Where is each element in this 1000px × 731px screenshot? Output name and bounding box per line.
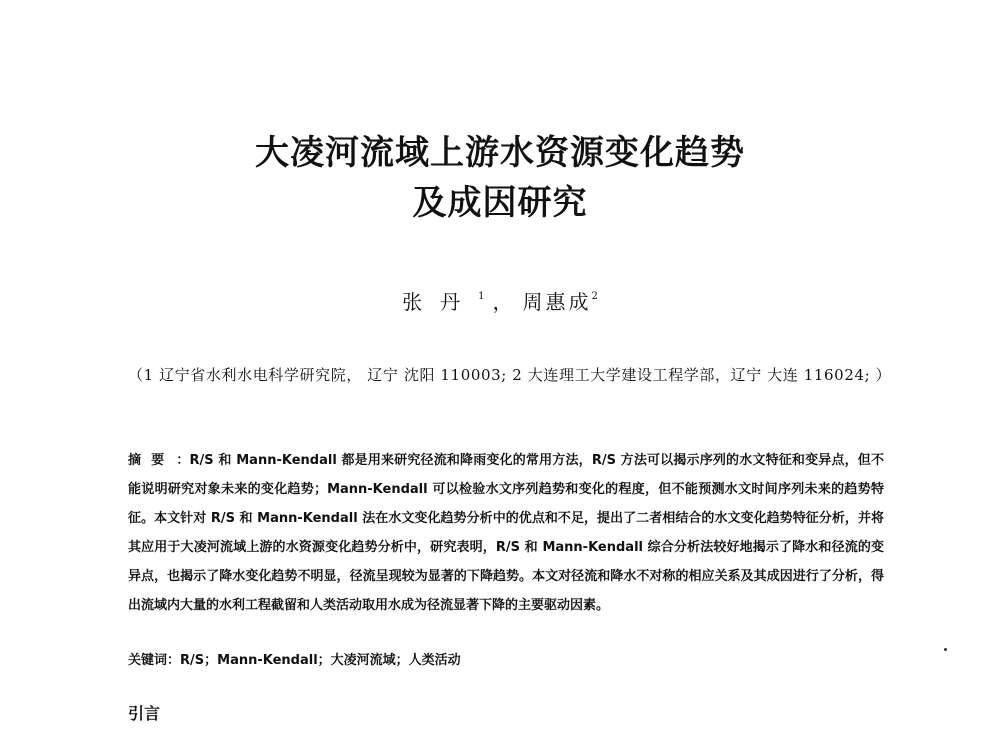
author-1-affiliation-mark: 1: [478, 291, 485, 302]
abstract-text: R/S 和 Mann-Kendall 都是用来研究径流和降雨变化的常用方法，R/S 方法可以揭示序列的水文特征和变异点，但不能说明研究对象未来的变化趋势；Mann-Kendall 可以检验水文序列趋势和变化的程度，但不能预测水文时间序列未来的趋势特征。本文针对 R/S 和 Mann-Kendall 法在水文变化趋势分析中的优点和不足，提出了二者相结合的水文变化趋势特征分析，并将其应用于大凌河流域上游的水资源变化趋势分析中，研究表明，R/S 和 Mann-Kendall 综合分析法较好地揭示了降水和径流的变异点，也揭示了降水变化趋势不明显，径流呈现较为显著的下降趋势。本文对径流和降水不对称的相应关系及其成因进行了分析，得出流域内大量的水利工程截留和人类活动取用水成为径流显著下降的主要驱动因素。: [128, 453, 884, 613]
abstract-label: 摘要: [128, 453, 175, 468]
keywords: [128, 651, 888, 671]
paper-title-line-2: 及成因研究: [412, 183, 588, 223]
scan-speck: [944, 648, 947, 651]
abstract-label-colon: ：: [176, 453, 190, 468]
author-line: [0, 292, 1000, 312]
section-heading-introduction: 引言: [128, 704, 161, 723]
author-separator: ，: [492, 290, 513, 314]
affiliations: （1 辽宁省水利水电科学研究院， 辽宁 沈阳 110003; 2 大连理工大学建设工程学部，辽宁 大连 116024; ）: [128, 366, 892, 384]
author-2-name: 周惠成: [522, 290, 592, 314]
paper-title-line-1: 大凌河流域上游水资源变化趋势: [255, 133, 745, 173]
author-1-name: 张丹: [402, 290, 479, 314]
keywords-label: 关键词：: [128, 653, 181, 668]
author-2-affiliation-mark: 2: [591, 291, 598, 302]
abstract: [128, 446, 884, 620]
keywords-text: R/S；Mann-Kendall；大凌河流域；人类活动: [180, 653, 461, 668]
